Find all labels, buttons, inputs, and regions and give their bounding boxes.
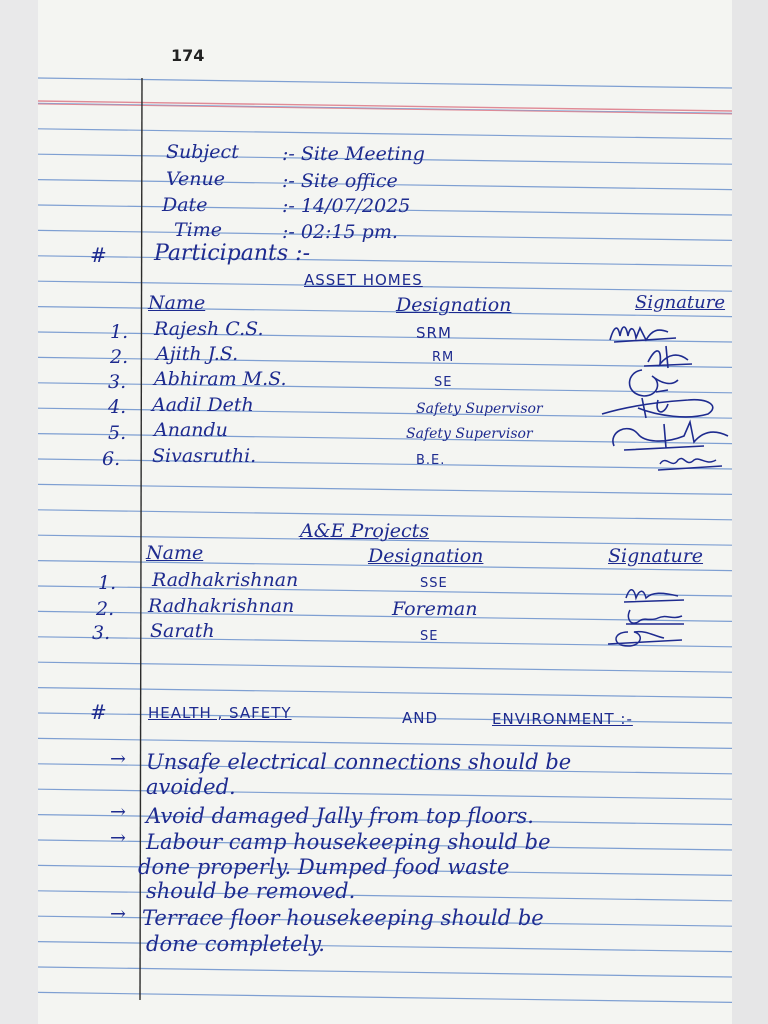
- left-background: [0, 0, 40, 1024]
- group1-row-name: Rajesh C.S.: [154, 318, 264, 340]
- group2-row-designation: SSE: [420, 576, 448, 591]
- subject-value: :- Site Meeting: [282, 143, 425, 165]
- page-number: 174: [171, 46, 205, 65]
- subject-label: Subject: [166, 141, 239, 163]
- group1-row-name: Abhiram M.S.: [154, 368, 287, 390]
- group1-row-designation: RM: [432, 350, 455, 365]
- hse-heading-part2: AND: [402, 709, 439, 727]
- group2-row-name: Sarath: [150, 620, 215, 642]
- group1-col-designation: Designation: [396, 294, 512, 316]
- ruled-line: [38, 484, 732, 494]
- hse-item-line: done properly. Dumped food waste: [138, 855, 510, 879]
- ruled-line: [38, 459, 732, 469]
- signature-6: [656, 450, 726, 474]
- date-label: Date: [162, 194, 208, 216]
- ruled-line: [38, 688, 732, 698]
- group2-col-name: Name: [146, 542, 204, 564]
- hse-item-line: done completely.: [146, 932, 325, 956]
- ruled-line: [38, 967, 732, 977]
- group2-row-no: 3.: [92, 622, 111, 644]
- hse-arrow: →: [110, 903, 126, 925]
- group1-title: ASSET HOMES: [304, 271, 423, 289]
- right-background: [730, 0, 768, 1024]
- group2-row-designation: Foreman: [392, 598, 478, 620]
- participants-heading: Participants :-: [154, 241, 311, 266]
- date-value: :- 14/07/2025: [282, 195, 411, 217]
- group2-title: A&E Projects: [300, 520, 430, 542]
- group1-row-designation: SE: [434, 375, 453, 390]
- hse-item-line: Avoid damaged Jally from top floors.: [146, 804, 534, 828]
- group2-row-name: Radhakrishnan: [152, 569, 299, 591]
- hse-heading-part3: ENVIRONMENT :-: [492, 710, 633, 728]
- ruled-line: [38, 738, 732, 748]
- group1-row-no: 1.: [110, 321, 129, 343]
- signature-7: [622, 582, 692, 606]
- hse-item-line: Unsafe electrical connections should be: [146, 750, 572, 774]
- hse-item-line: avoided.: [146, 775, 236, 799]
- group1-row-name: Ajith J.S.: [156, 343, 239, 365]
- group2-col-designation: Designation: [368, 545, 484, 567]
- hse-arrow: →: [110, 748, 126, 770]
- group1-row-no: 3.: [108, 371, 127, 393]
- group1-row-name: Sivasruthi.: [152, 445, 257, 467]
- hse-marker: #: [90, 700, 107, 724]
- ruled-line: [38, 789, 732, 799]
- hse-arrow: →: [110, 827, 126, 849]
- group1-row-designation: B.E.: [416, 453, 446, 468]
- group1-row-designation: Safety Supervisor: [406, 426, 533, 442]
- hse-item-line: should be removed.: [146, 879, 356, 903]
- group1-row-designation: SRM: [416, 324, 452, 342]
- signature-9: [598, 622, 688, 652]
- group1-row-name: Anandu: [154, 419, 228, 441]
- group1-row-designation: Safety Supervisor: [416, 401, 543, 417]
- hse-item-line: Labour camp housekeeping should be: [146, 830, 551, 854]
- group1-row-no: 5.: [108, 422, 127, 444]
- group2-row-name: Radhakrishnan: [148, 595, 295, 617]
- ruled-line: [38, 662, 732, 672]
- notebook-page: [38, 0, 732, 1024]
- group2-row-no: 1.: [98, 572, 117, 594]
- group2-col-signature: Signature: [608, 545, 704, 567]
- time-value: :- 02:15 pm.: [282, 221, 398, 243]
- group1-col-signature: Signature: [635, 292, 726, 313]
- group2-row-no: 2.: [96, 598, 115, 620]
- hse-heading-part1: HEALTH , SAFETY: [148, 704, 292, 722]
- group1-row-no: 4.: [108, 396, 127, 418]
- group1-row-no: 2.: [110, 346, 129, 368]
- group2-row-designation: SE: [420, 629, 439, 644]
- ruled-line: [38, 992, 732, 1002]
- venue-label: Venue: [166, 168, 225, 190]
- ruled-line: [38, 942, 732, 952]
- ruled-line: [38, 510, 732, 520]
- venue-value: :- Site office: [282, 170, 398, 192]
- time-label: Time: [174, 219, 223, 241]
- hse-arrow: →: [110, 801, 126, 823]
- group1-col-name: Name: [148, 292, 206, 314]
- participants-marker: #: [90, 243, 107, 267]
- group1-row-name: Aadil Deth: [152, 394, 254, 416]
- group1-row-no: 6.: [102, 448, 121, 470]
- ruled-line: [38, 891, 732, 901]
- hse-item-line: Terrace floor housekeeping should be: [142, 906, 544, 930]
